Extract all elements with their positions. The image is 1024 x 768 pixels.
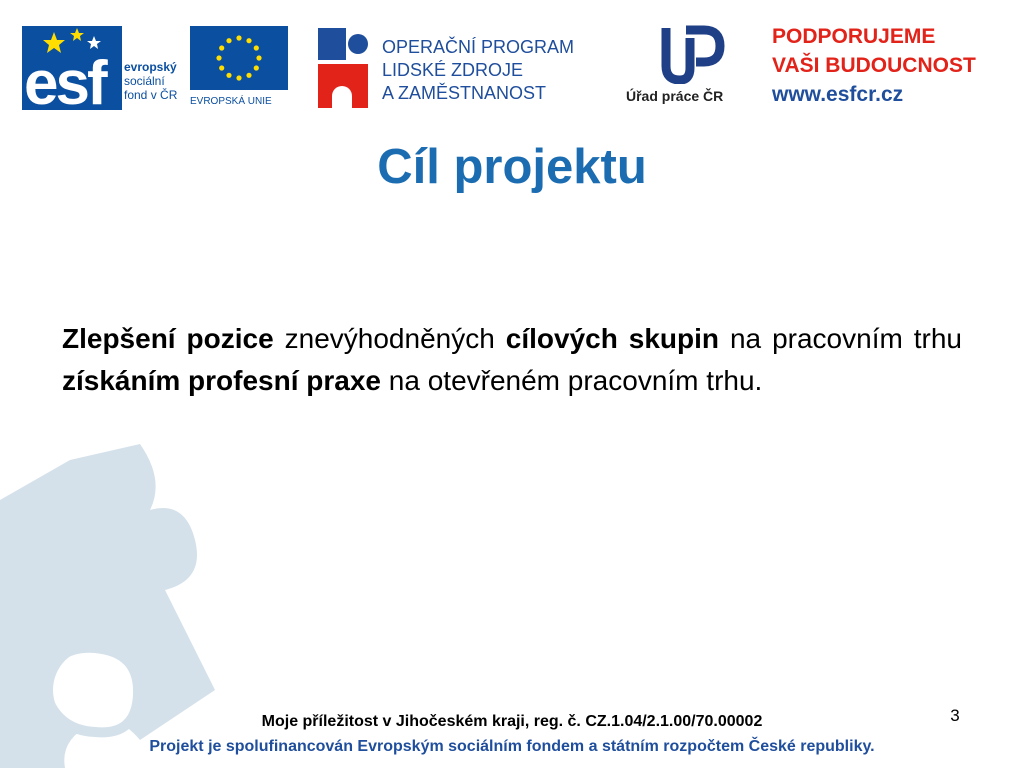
page-number: 3 [950,706,960,725]
body-text-segment: na pracovním trhu [719,323,962,354]
body-text-emphasis: cílových skupin [505,323,720,354]
footer-project-info: Moje příležitost v Jihočeském kraji, reg. č. CZ.1.04/2.1.00/70.00002 [261,713,763,730]
slogan-website: www.esfcr.cz [772,83,904,106]
body-text-emphasis: získáním profesní praxe [62,365,382,396]
eu-flag-icon [190,26,288,90]
urad-prace-logo [622,24,752,110]
op-lzz-text [382,36,574,105]
eu-stars-icon [190,26,288,90]
esf-text-line-2: sociální [124,74,165,88]
logo-bar [0,0,1024,118]
slogan-line-1: PODPORUJEME [772,25,936,48]
op-lzz-logo [316,26,602,110]
body-text-segment: na otevřeném pracovním trhu. [381,365,763,396]
esf-text-line-3: fond v ČR [124,88,178,102]
esf-logo [22,26,288,118]
op-lzz-line-1: OPERAČNÍ PROGRAM [382,37,575,57]
esf-text-line-1: evropský [124,60,177,74]
eu-caption: EVROPSKÁ UNIE [190,96,272,107]
slide-title: Cíl projektu [377,140,647,194]
puzzle-figure-icon [316,26,376,110]
esf-letters: esf [24,49,105,118]
esf-text [124,60,177,102]
slogan-line-2: VAŠI BUDOUCNOST [772,54,976,77]
body-text-segment: znevýhodněných [273,323,506,354]
op-lzz-line-3: A ZAMĚSTNANOST [382,83,547,103]
esf-logo-block [22,26,122,118]
urad-prace-caption: Úřad práce ČR [626,88,724,104]
esf-slogan [772,22,1002,112]
urad-prace-emblem-icon [656,24,726,84]
slide-body-text [62,318,962,402]
op-lzz-line-2: LIDSKÉ ZDROJE [382,60,524,80]
body-text-emphasis: Zlepšení pozice [62,323,274,354]
footer-funding-note: Projekt je spolufinancován Evropským sociálním fondem a státním rozpočtem České republiky. [149,738,875,755]
